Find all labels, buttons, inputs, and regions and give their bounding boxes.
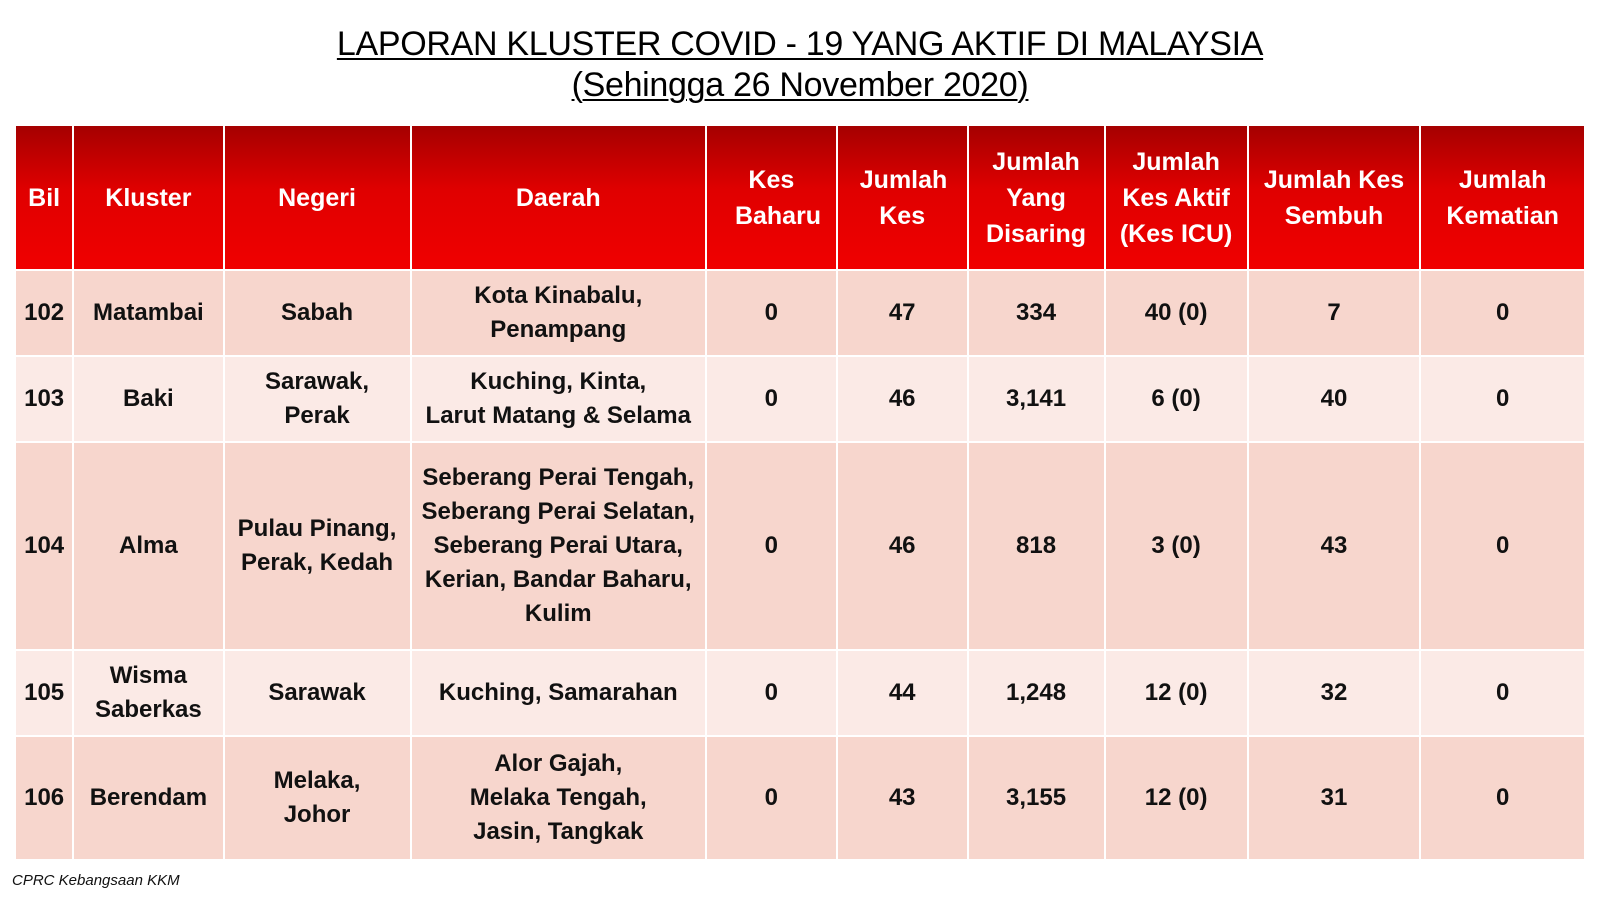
title-line-1: LAPORAN KLUSTER COVID - 19 YANG AKTIF DI MALAYSIA	[336, 25, 1264, 63]
cell-kluster: Baki	[73, 356, 223, 442]
cell-bil: 106	[15, 736, 73, 860]
table-row	[15, 442, 1585, 650]
cell-jumlah-aktif-icu: 12 (0)	[1105, 650, 1248, 736]
header-kes-baharu: Kes Baharu	[706, 125, 837, 270]
cell-jumlah-kes: 47	[837, 270, 968, 356]
cell-daerah: Seberang Perai Tengah, Seberang Perai Selatan, Seberang Perai Utara, Kerian, Bandar Baharu, Kulim	[411, 442, 706, 650]
page-title	[0, 24, 1600, 106]
source-note: CPRC Kebangsaan KKM	[12, 872, 180, 889]
cell-jumlah-aktif-icu: 6 (0)	[1105, 356, 1248, 442]
cell-jumlah-aktif-icu: 40 (0)	[1105, 270, 1248, 356]
cell-jumlah-kematian: 0	[1420, 270, 1585, 356]
cell-daerah: Kota Kinabalu, Penampang	[411, 270, 706, 356]
cell-kes-baharu: 0	[706, 356, 837, 442]
table-row	[15, 650, 1585, 736]
cell-jumlah-disaring: 1,248	[968, 650, 1105, 736]
cell-kluster: Matambai	[73, 270, 223, 356]
cell-jumlah-disaring: 3,141	[968, 356, 1105, 442]
cell-jumlah-sembuh: 31	[1248, 736, 1421, 860]
cell-jumlah-kematian: 0	[1420, 650, 1585, 736]
cell-jumlah-disaring: 3,155	[968, 736, 1105, 860]
header-jumlah-sembuh: Jumlah Kes Sembuh	[1248, 125, 1421, 270]
cell-jumlah-disaring: 334	[968, 270, 1105, 356]
cell-jumlah-kematian: 0	[1420, 736, 1585, 860]
title-line-2: (Sehingga 26 November 2020)	[571, 66, 1029, 104]
cell-daerah: Kuching, Samarahan	[411, 650, 706, 736]
cell-jumlah-kematian: 0	[1420, 356, 1585, 442]
cell-kluster: Alma	[73, 442, 223, 650]
cell-jumlah-sembuh: 40	[1248, 356, 1421, 442]
cell-negeri: Pulau Pinang, Perak, Kedah	[224, 442, 411, 650]
cell-negeri: Melaka, Johor	[224, 736, 411, 860]
header-bil: Bil	[15, 125, 73, 270]
cell-jumlah-aktif-icu: 3 (0)	[1105, 442, 1248, 650]
cell-bil: 104	[15, 442, 73, 650]
cell-jumlah-kes: 43	[837, 736, 968, 860]
cell-kes-baharu: 0	[706, 270, 837, 356]
cell-jumlah-sembuh: 43	[1248, 442, 1421, 650]
cell-kes-baharu: 0	[706, 442, 837, 650]
cell-jumlah-kes: 46	[837, 356, 968, 442]
header-jumlah-disaring: Jumlah Yang Disaring	[968, 125, 1105, 270]
header-jumlah-kes: Jumlah Kes	[837, 125, 968, 270]
cell-jumlah-disaring: 818	[968, 442, 1105, 650]
cell-bil: 102	[15, 270, 73, 356]
header-negeri: Negeri	[224, 125, 411, 270]
header-row	[15, 125, 1585, 270]
cell-jumlah-aktif-icu: 12 (0)	[1105, 736, 1248, 860]
cell-jumlah-kematian: 0	[1420, 442, 1585, 650]
cell-jumlah-sembuh: 7	[1248, 270, 1421, 356]
table-row	[15, 356, 1585, 442]
cell-negeri: Sarawak, Perak	[224, 356, 411, 442]
table-row	[15, 270, 1585, 356]
header-jumlah-kematian: Jumlah Kematian	[1420, 125, 1585, 270]
cell-negeri: Sarawak	[224, 650, 411, 736]
header-kluster: Kluster	[73, 125, 223, 270]
cell-kes-baharu: 0	[706, 650, 837, 736]
header-jumlah-aktif-icu: Jumlah Kes Aktif (Kes ICU)	[1105, 125, 1248, 270]
cell-bil: 105	[15, 650, 73, 736]
cell-jumlah-sembuh: 32	[1248, 650, 1421, 736]
cell-jumlah-kes: 44	[837, 650, 968, 736]
header-daerah: Daerah	[411, 125, 706, 270]
cell-daerah: Kuching, Kinta, Larut Matang & Selama	[411, 356, 706, 442]
table-row	[15, 736, 1585, 860]
cell-negeri: Sabah	[224, 270, 411, 356]
cell-kluster: Wisma Saberkas	[73, 650, 223, 736]
cell-bil: 103	[15, 356, 73, 442]
cell-daerah: Alor Gajah, Melaka Tengah, Jasin, Tangkak	[411, 736, 706, 860]
cluster-table	[14, 124, 1586, 861]
cell-kes-baharu: 0	[706, 736, 837, 860]
cell-kluster: Berendam	[73, 736, 223, 860]
cell-jumlah-kes: 46	[837, 442, 968, 650]
